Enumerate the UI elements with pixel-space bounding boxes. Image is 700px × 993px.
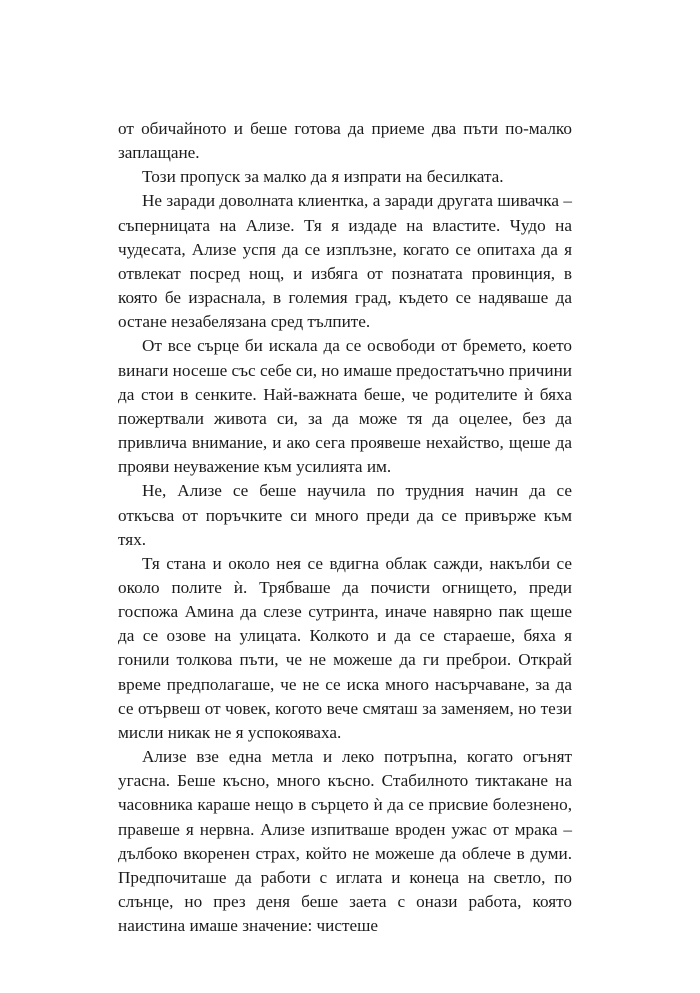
paragraph: От все сърце би искала да се освободи от бремето, което винаги носеше със себе си, но имаше предостатъчно причини да стои в сенките. Най-важната беше, че родителите ѝ бяха пожертвали живота си, за да може тя да оцелее, без да привлича внимание, и ако сега проявеше нехайство, щеше да прояви неуважение към усилията им.	[118, 336, 572, 477]
paragraph: Ализе взе една метла и леко потръпна, когато огънят угасна. Беше късно, много късно. Стабилното тиктакане на часовника караше нещо в сърцето ѝ да се присвие болезнено, правеше я нервна. Ализе изпитваше вроден ужас от мрака – дълбоко вкоренен страх, който не можеше да облече в думи. Предпочиташе да работи с иглата и конеца на светло, по слънце, но през деня беше заета с онази работа, която наистина имаше значение: чистеше	[118, 747, 572, 936]
paragraph: Тя стана и около нея се вдигна облак сажди, накълби се около полите ѝ. Трябваше да почисти огнището, преди госпожа Амина да слезе сутринта, иначе навярно пак щеше да се озове на улицата. Колкото и да се стараеше, бяха я гонили толкова пъти, че не можеше да ги преброи. Открай време предполагаше, че не се иска много насърчаване, за да се отървеш от човек, когото вече смяташ за заменяем, но тези мисли никак не я успокояваха.	[118, 553, 572, 742]
body-text	[118, 117, 572, 938]
paragraph: Този пропуск за малко да я изпрати на бесилката.	[142, 167, 504, 187]
paragraph: Не, Ализе се беше научила по трудния начин да се откъсва от поръчките си много преди да се привърже към тях.	[118, 481, 572, 549]
paragraph: Не заради доволната клиентка, а заради другата шивачка – съперницата на Ализе. Тя я издаде на властите. Чудо на чудесата, Ализе успя да се изплъзне, когато се опитаха да я отвлекат посред нощ, и избяга от познатата провинция, в която бе израснала, в големия град, където се надяваше да остане незабелязана сред тълпите.	[118, 191, 572, 332]
paragraph: от обичайното и беше готова да приеме два пъти по-малко заплащане.	[118, 119, 572, 163]
